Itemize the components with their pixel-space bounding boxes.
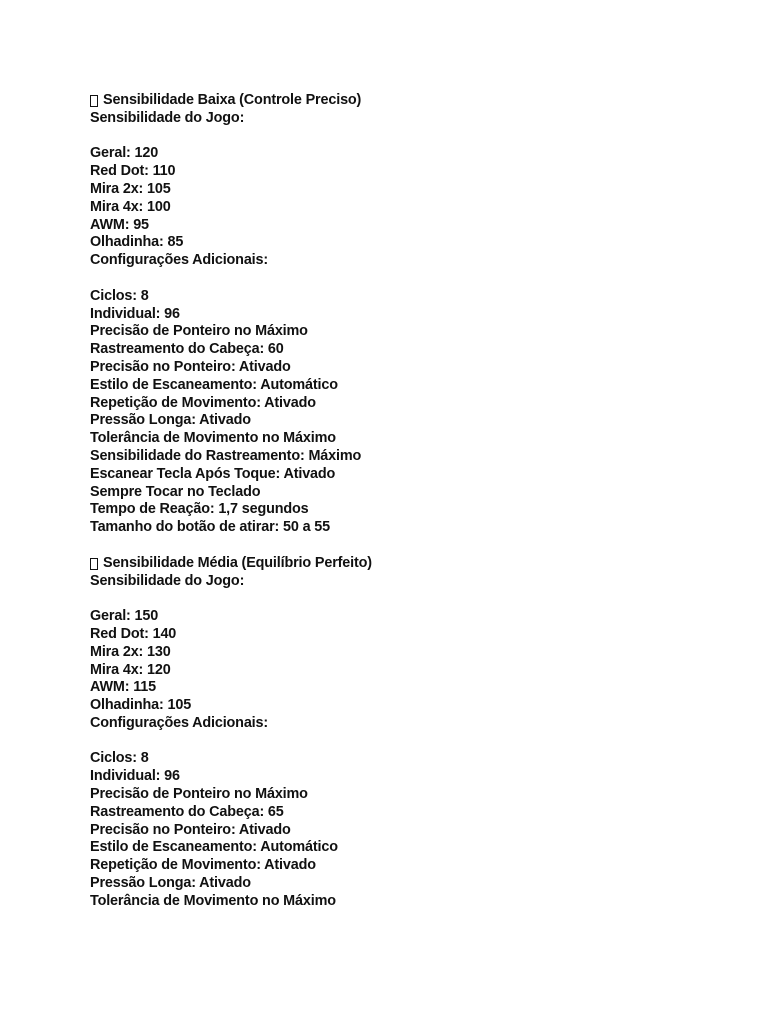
setting-line: Individual: 96 — [90, 305, 180, 322]
setting-line: AWM: 115 — [90, 679, 156, 696]
section-heading-text: Sensibilidade Baixa (Controle Preciso) — [103, 92, 362, 108]
setting-line: Olhadinha: 105 — [90, 697, 192, 714]
setting-line: Red Dot: 110 — [90, 163, 176, 180]
spacer — [90, 733, 730, 751]
setting-line: Geral: 120 — [90, 145, 159, 162]
spacer — [90, 128, 730, 146]
section-heading — [90, 555, 730, 573]
setting-line: Precisão no Ponteiro: Ativado — [90, 358, 291, 375]
setting-line: Repetição de Movimento: Ativado — [90, 857, 316, 874]
setting-line: AWM: 95 — [90, 216, 149, 233]
setting-line: Estilo de Escaneamento: Automático — [90, 839, 338, 856]
setting-line: Escanear Tecla Após Toque: Ativado — [90, 465, 336, 482]
setting-line: Ciclos: 8 — [90, 750, 149, 767]
setting-line: Individual: 96 — [90, 768, 180, 785]
setting-line: Olhadinha: 85 — [90, 234, 184, 251]
setting-line: Pressão Longa: Ativado — [90, 412, 251, 429]
missing-glyph-icon — [90, 95, 98, 107]
setting-line: Tempo de Reação: 1,7 segundos — [90, 501, 309, 518]
setting-line: Ciclos: 8 — [90, 287, 149, 304]
setting-line: Pressão Longa: Ativado — [90, 875, 251, 892]
setting-line: Mira 4x: 100 — [90, 198, 171, 215]
setting-line: Mira 2x: 130 — [90, 643, 171, 660]
spacer — [90, 590, 730, 608]
section-heading — [90, 92, 730, 110]
setting-line: Sensibilidade do Rastreamento: Máximo — [90, 447, 362, 464]
document-page — [90, 92, 730, 911]
setting-line: Tamanho do botão de atirar: 50 a 55 — [90, 519, 330, 536]
spacer — [90, 270, 730, 288]
setting-line: Tolerância de Movimento no Máximo — [90, 892, 336, 909]
setting-line: Precisão de Ponteiro no Máximo — [90, 786, 308, 803]
setting-line: Rastreamento do Cabeça: 65 — [90, 803, 284, 820]
section-heading-text: Sensibilidade Média (Equilíbrio Perfeito) — [103, 554, 372, 571]
extra-settings-title: Configurações Adicionais: — [90, 714, 269, 731]
setting-line: Geral: 150 — [90, 608, 159, 625]
missing-glyph-icon — [90, 558, 98, 570]
setting-line: Rastreamento do Cabeça: 60 — [90, 341, 284, 358]
spacer — [90, 537, 730, 555]
setting-line: Precisão de Ponteiro no Máximo — [90, 323, 308, 340]
game-sensitivity-title: Sensibilidade do Jogo: — [90, 572, 245, 589]
setting-line: Mira 4x: 120 — [90, 661, 171, 678]
setting-line: Estilo de Escaneamento: Automático — [90, 376, 338, 393]
setting-line: Mira 2x: 105 — [90, 180, 171, 197]
setting-line: Repetição de Movimento: Ativado — [90, 394, 316, 411]
game-sensitivity-title: Sensibilidade do Jogo: — [90, 109, 245, 126]
setting-line: Tolerância de Movimento no Máximo — [90, 430, 336, 447]
extra-settings-title: Configurações Adicionais: — [90, 252, 269, 269]
setting-line: Precisão no Ponteiro: Ativado — [90, 821, 291, 838]
setting-line: Sempre Tocar no Teclado — [90, 483, 261, 500]
setting-line: Red Dot: 140 — [90, 625, 177, 642]
